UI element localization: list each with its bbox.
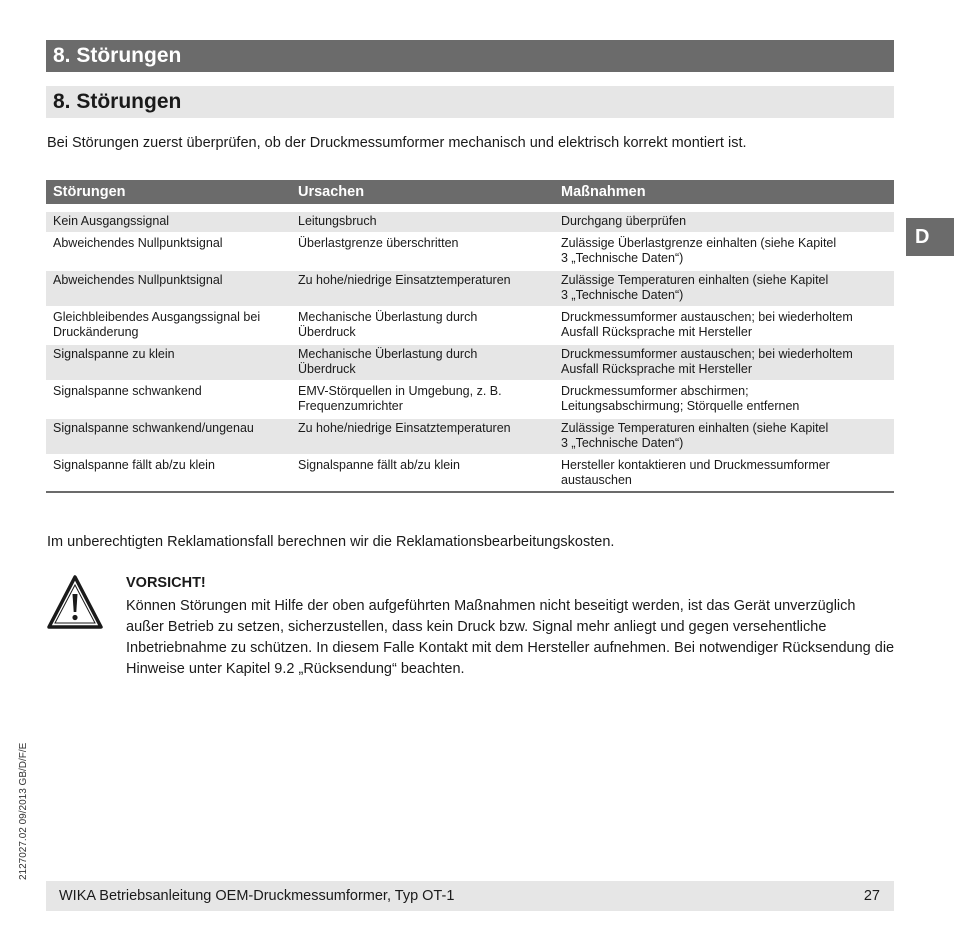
troubleshooting-table (46, 180, 894, 493)
language-tab: D (906, 218, 954, 256)
section-header-light: 8. Störungen (46, 86, 894, 118)
complaint-note: Im unberechtigten Reklamationsfall berechnen wir die Reklamationsbearbeitungskosten. (47, 534, 615, 550)
footer-title: WIKA Betriebsanleitung OEM-Druckmessumformer, Typ OT-1 (59, 888, 455, 904)
warning-title: VORSICHT! (126, 575, 206, 591)
cell-fault: Abweichendes Nullpunktsignal (46, 232, 291, 269)
cell-fault: Signalspanne schwankend/ungenau (46, 417, 291, 454)
cell-fault: Signalspanne schwankend (46, 380, 291, 417)
cell-cause: Mechanische Überlastung durch Überdruck (291, 306, 554, 343)
cell-remedy: Zulässige Temperaturen einhalten (siehe Kapitel 3 „Technische Daten“) (554, 269, 894, 306)
table-row (46, 454, 894, 493)
cell-fault: Signalspanne zu klein (46, 343, 291, 380)
cell-cause: Zu hohe/niedrige Einsatztemperaturen (291, 417, 554, 454)
cell-remedy: Zulässige Temperaturen einhalten (siehe Kapitel 3 „Technische Daten“) (554, 417, 894, 454)
page-number: 27 (863, 888, 880, 904)
cell-cause: Leitungsbruch (291, 210, 554, 232)
page-footer (46, 881, 894, 911)
cell-fault: Gleichbleibendes Ausgangssignal bei Druckänderung (46, 306, 291, 343)
cell-remedy: Durchgang überprüfen (554, 210, 894, 232)
table-row (46, 417, 894, 454)
table-row (46, 343, 894, 380)
table-row (46, 210, 894, 232)
cell-remedy: Zulässige Überlastgrenze einhalten (siehe Kapitel 3 „Technische Daten“) (554, 232, 894, 269)
cell-remedy: Druckmessumformer abschirmen; Leitungsabschirmung; Störquelle entfernen (554, 380, 894, 417)
cell-fault: Signalspanne fällt ab/zu klein (46, 454, 291, 493)
cell-fault: Kein Ausgangssignal (46, 210, 291, 232)
cell-cause: Überlastgrenze überschritten (291, 232, 554, 269)
header-measures: Maßnahmen (554, 180, 894, 204)
cell-cause: EMV-Störquellen in Umgebung, z. B. Frequenzumrichter (291, 380, 554, 417)
cell-remedy: Hersteller kontaktieren und Druckmessumformer austauschen (554, 454, 894, 493)
header-faults: Störungen (46, 180, 291, 204)
cell-remedy: Druckmessumformer austauschen; bei wiederholtem Ausfall Rücksprache mit Hersteller (554, 306, 894, 343)
document-code: 2127027.02 09/2013 GB/D/F/E (18, 742, 29, 880)
cell-fault: Abweichendes Nullpunktsignal (46, 269, 291, 306)
cell-cause: Signalspanne fällt ab/zu klein (291, 454, 554, 493)
section-header-dark: 8. Störungen (46, 40, 894, 72)
table-row (46, 269, 894, 306)
table-row (46, 380, 894, 417)
table-row (46, 306, 894, 343)
cell-remedy: Druckmessumformer austauschen; bei wiederholtem Ausfall Rücksprache mit Hersteller (554, 343, 894, 380)
table-header-row (46, 180, 894, 204)
header-causes: Ursachen (291, 180, 554, 204)
warning-text: Können Störungen mit Hilfe der oben aufgeführten Maßnahmen nicht beseitigt werden, ist das Gerät unverzüglich außer Betrieb zu setzen, sicherzustellen, dass kein Druck bzw. Signal mehr anliegt und gegen versehentliche Inbetriebnahme zu schützen. In diesem Falle Kontakt mit dem Hersteller aufnehmen. Bei notwendiger Rücksendung die Hinweise unter Kapitel 9.2 „Rücksendung“ beachten. (126, 598, 895, 677)
warning-triangle-icon (46, 574, 104, 630)
cell-cause: Zu hohe/niedrige Einsatztemperaturen (291, 269, 554, 306)
intro-text: Bei Störungen zuerst überprüfen, ob der Druckmessumformer mechanisch und elektrisch korrekt montiert ist. (47, 135, 747, 151)
table-row (46, 232, 894, 269)
cell-cause: Mechanische Überlastung durch Überdruck (291, 343, 554, 380)
